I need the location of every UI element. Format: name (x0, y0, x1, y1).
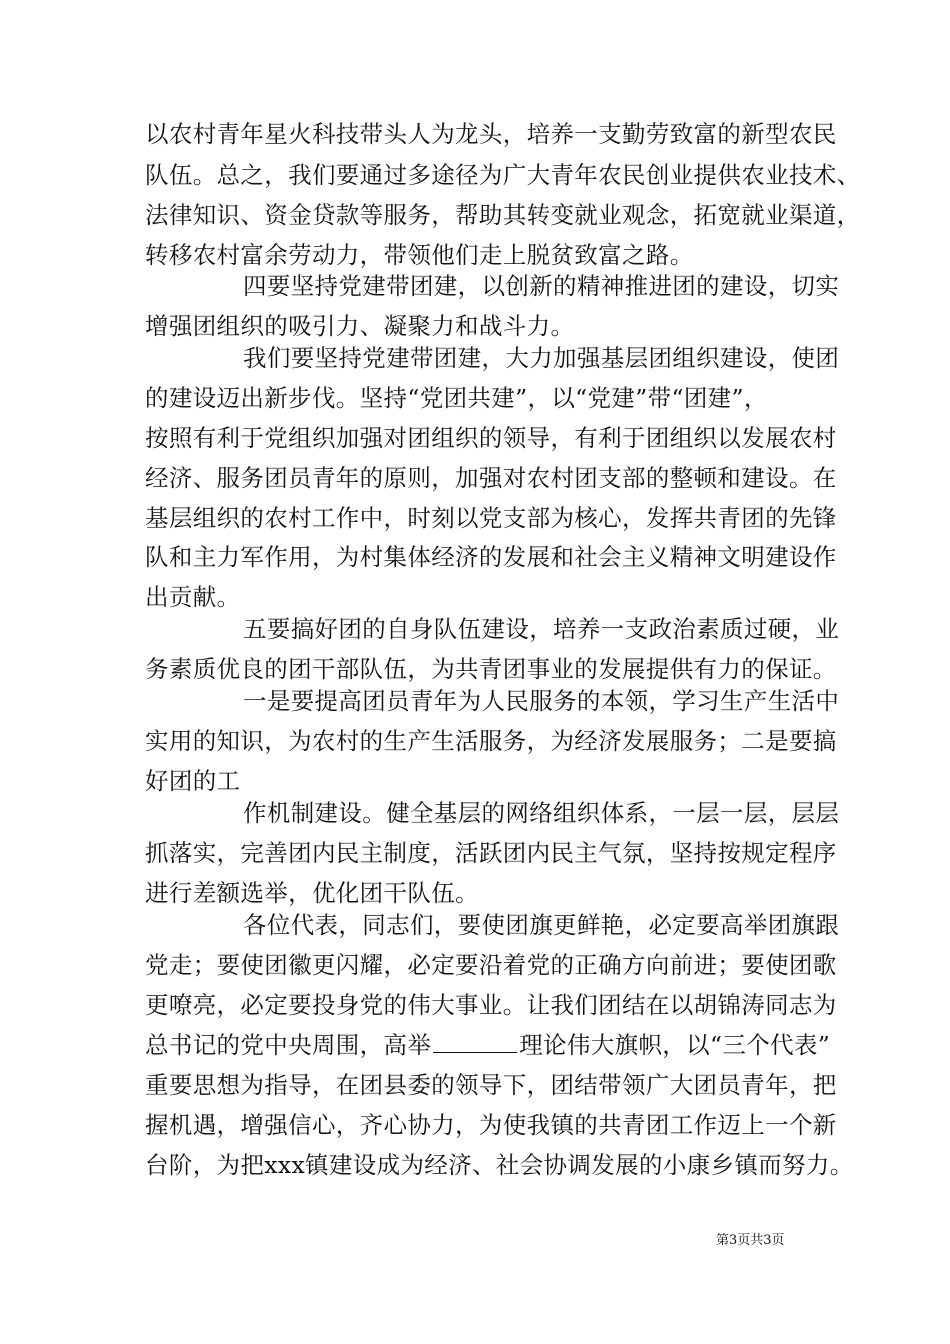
text-line: 五要搞好团的自身队伍建设，培养一支政治素质过硬，业 (243, 615, 840, 643)
text-line: 握机遇，增强信心，齐心协力，为使我镇的共青团工作迈上一个新 (145, 1111, 837, 1139)
text-segment: 总书记的党中央周围，高举 (145, 1031, 432, 1059)
text-line: 作机制建设。健全基层的网络组织体系，一层一层，层层 (243, 799, 840, 827)
text-line: 各位代表，同志们，要使团旗更鲜艳，必定要高举团旗跟 (243, 911, 840, 939)
text-line: 增强团组织的吸引力、凝聚力和战斗力。 (145, 312, 575, 340)
text-segment: 理论伟大旗帜，以“三个代表” (519, 1031, 831, 1059)
text-line: 务素质优良的团干部队伍，为共青团事业的发展提供有力的保证。 (145, 655, 837, 683)
text-line: 重要思想为指导，在团县委的领导下，团结带领广大团员青年，把 (145, 1071, 837, 1099)
text-line: 出贡献。 (145, 583, 241, 611)
text-line: 转移农村富余劳动力，带领他们走上脱贫致富之路。 (145, 241, 694, 269)
text-line: 队伍。总之，我们要通过多途径为广大青年农民创业提供农业技术、 (145, 161, 861, 189)
text-line: 台阶，为把xxx镇建设成为经济、社会协调发展的小康乡镇而努力。 (145, 1151, 854, 1179)
text-line: 更嘹亮，必定要投身党的伟大事业。让我们团结在以胡锦涛同志为 (145, 991, 837, 1019)
fill-in-blank (433, 1030, 517, 1053)
text-line: 好团的工 (145, 767, 241, 795)
text-line: 我们要坚持党建带团建，大力加强基层团组织建设，使团 (243, 344, 840, 372)
text-line: 四要坚持党建带团建，以创新的精神推进团的建设，切实 (243, 272, 840, 300)
text-line: 进行差额选举，优化团干队伍。 (145, 879, 479, 907)
text-line: 法律知识、资金贷款等服务，帮助其转变就业观念，拓宽就业渠道， (145, 201, 861, 229)
text-line: 经济、服务团员青年的原则，加强对农村团支部的整顿和建设。在 (145, 464, 837, 492)
text-line: 党走；要使团徽更闪耀，必定要沿着党的正确方向前进；要使团歌 (145, 951, 837, 979)
text-line: 一是要提高团员青年为人民服务的本领，学习生产生活中 (243, 687, 840, 715)
text-line: 的建设迈出新步伐。坚持“党团共建”，以“党建”带“团建”， (145, 384, 768, 412)
text-line: 以农村青年星火科技带头人为龙头，培养一支勤劳致富的新型农民 (145, 120, 837, 148)
text-line: 实用的知识，为农村的生产生活服务，为经济发展服务；二是要搞 (145, 727, 837, 755)
page-number-footer: 第3页共3页 (716, 1233, 785, 1248)
text-line: 基层组织的农村工作中，时刻以党支部为核心，发挥共青团的先锋 (145, 504, 837, 532)
text-line-with-blank (145, 1029, 831, 1061)
text-line: 队和主力军作用，为村集体经济的发展和社会主义精神文明建设作 (145, 543, 837, 571)
text-line: 抓落实，完善团内民主制度，活跃团内民主气氛，坚持按规定程序 (145, 839, 837, 867)
text-line: 按照有利于党组织加强对团组织的领导，有利于团组织以发展农村 (145, 424, 837, 452)
